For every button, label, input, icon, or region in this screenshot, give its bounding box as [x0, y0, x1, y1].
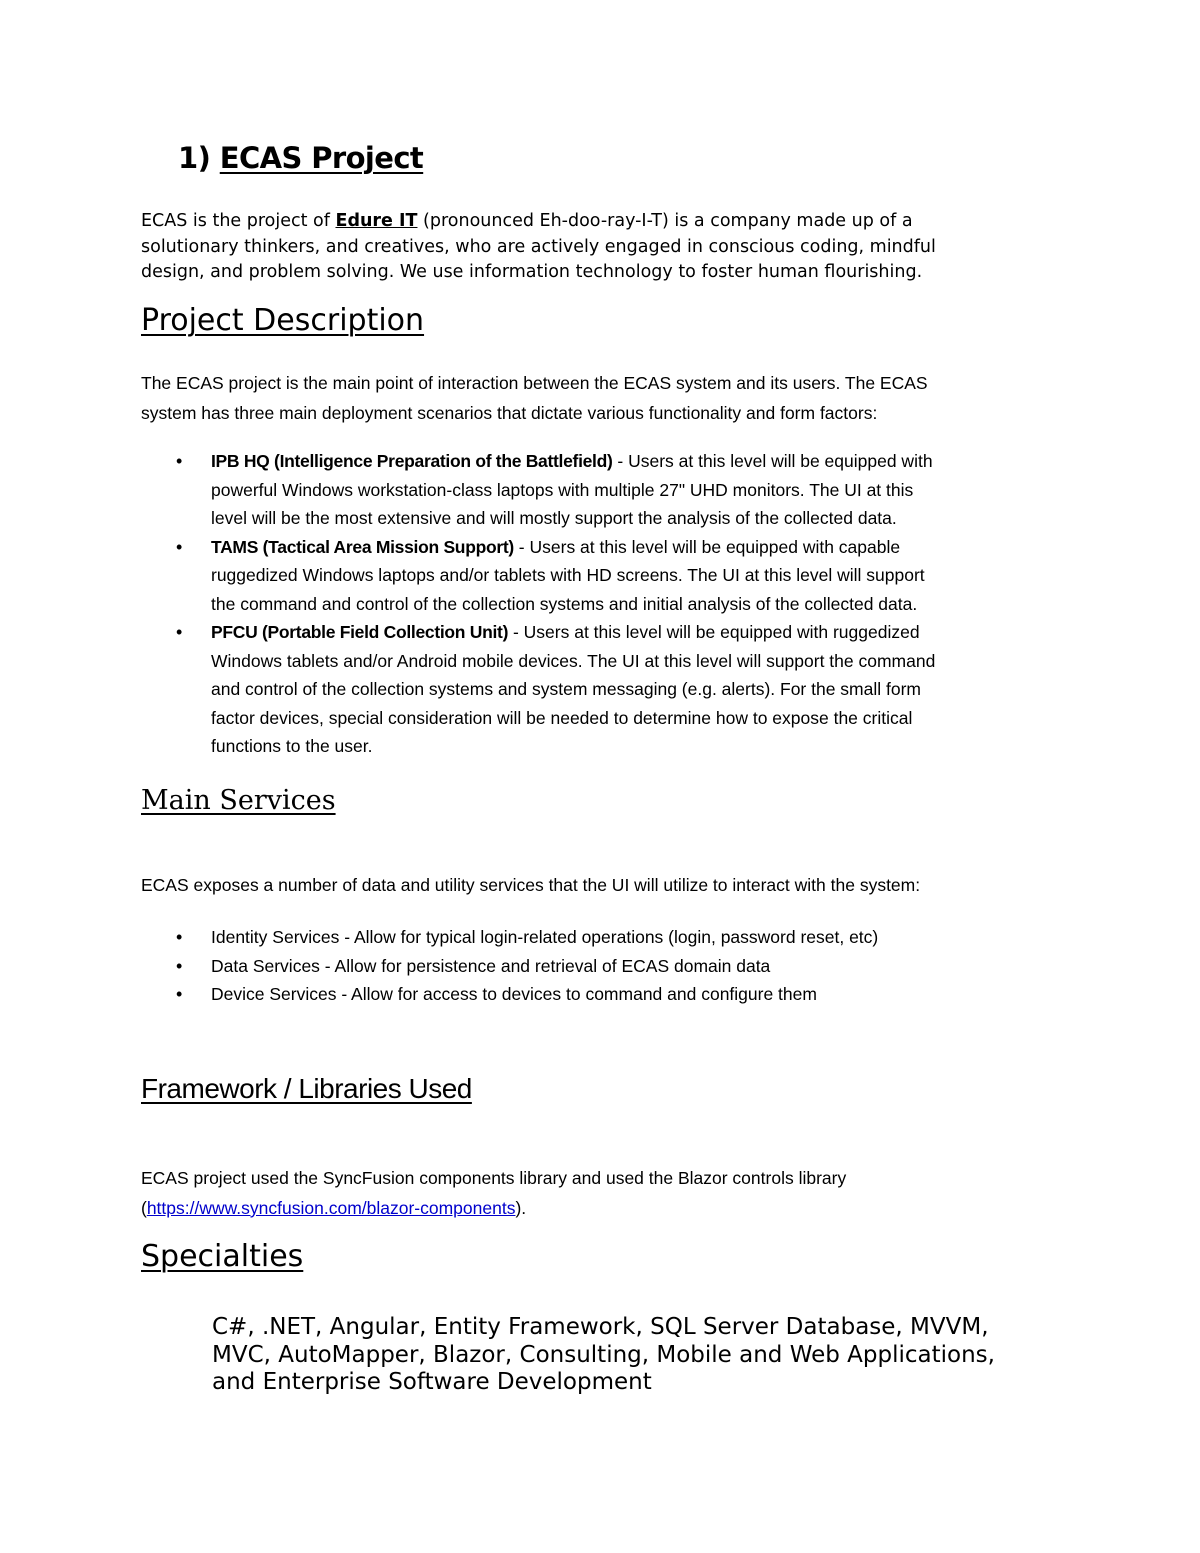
scenario-line [211, 533, 935, 562]
project-description-heading: Project Description [141, 303, 425, 338]
bullet-icon: • [176, 536, 183, 557]
list-item [141, 533, 935, 619]
specialties-line-2: MVC, AutoMapper, Blazor, Consulting, Mobile and Web Applications, [212, 1341, 995, 1368]
project-description-paragraph [141, 368, 928, 428]
main-services-intro: ECAS exposes a number of data and utility services that the UI will utilize to interact with the system: [141, 875, 921, 895]
list-item [141, 952, 878, 981]
intro-line-1 [141, 209, 1041, 235]
title-number: 1) [178, 141, 211, 175]
scenario-line: ruggedized Windows laptops and/or tablets with HD screens. The UI at this level will support [211, 565, 925, 585]
scenario-line: powerful Windows workstation-class laptops with multiple 27" UHD monitors. The UI at this [211, 479, 914, 500]
bullet-icon: • [176, 955, 183, 976]
project-description-line-1: The ECAS project is the main point of interaction between the ECAS system and its users. The ECAS [141, 373, 928, 393]
scenario-line: functions to the user. [211, 736, 373, 756]
frameworks-line-1: ECAS project used the SyncFusion components library and used the Blazor controls library [141, 1168, 847, 1188]
specialties-text [212, 1314, 995, 1397]
service-item: Data Services - Allow for persistence and retrieval of ECAS domain data [211, 955, 771, 976]
list-item [141, 447, 935, 533]
scenario-line: Windows tablets and/or Android mobile devices. The UI at this level will support the command [211, 650, 936, 671]
scenario-line: level will be the most extensive and will mostly support the analysis of the collected data. [211, 508, 897, 528]
frameworks-line-2 [141, 1193, 846, 1223]
list-item [141, 618, 935, 761]
intro-line-3: design, and problem solving. We use information technology to foster human flourishing. [141, 262, 923, 282]
bullet-icon: • [176, 622, 183, 642]
scenario-line [211, 618, 935, 647]
scenario-line: the command and control of the collection systems and initial analysis of the collected data. [211, 593, 918, 614]
intro-paragraph [141, 209, 1041, 286]
page-title [178, 141, 423, 175]
intro-line1-prefix: ECAS is the project of [141, 211, 336, 231]
company-name: Edure IT [335, 211, 418, 231]
scenario-text: - Users at this level will be equipped with capable [513, 536, 901, 557]
services-list [141, 923, 878, 1009]
specialties-heading: Specialties [141, 1239, 304, 1274]
specialties-line-1: C#, .NET, Angular, Entity Framework, SQL Server Database, MVVM, [212, 1314, 989, 1340]
scenario-line: and control of the collection systems and system messaging (e.g. alerts). For the small form [211, 679, 922, 699]
scenario-line: factor devices, special consideration will be needed to determine how to expose the critical [211, 707, 913, 728]
scenario-text: - Users at this level will be equipped with [612, 451, 933, 471]
frameworks-heading: Framework / Libraries Used [141, 1073, 472, 1104]
list-item [141, 980, 878, 1009]
specialties-line-3: and Enterprise Software Development [212, 1369, 652, 1395]
bullet-icon: • [176, 984, 183, 1004]
scenario-list [141, 447, 935, 761]
scenario-term: PFCU (Portable Field Collection Unit) [211, 622, 509, 642]
scenario-text: - Users at this level will be equipped with ruggedized [508, 622, 920, 642]
scenario-term: TAMS (Tactical Area Mission Support) [211, 536, 514, 557]
service-item: Device Services - Allow for access to devices to command and configure them [211, 984, 817, 1004]
list-item [141, 923, 878, 952]
project-description-line-2: system has three main deployment scenarios that dictate various functionality and form factors: [141, 403, 878, 423]
title-text: ECAS Project [219, 141, 424, 175]
link-close-paren: ). [515, 1198, 527, 1218]
intro-line1-suffix: (pronounced Eh-doo-ray-I-T) is a company made up of a [417, 211, 913, 231]
bullet-icon: • [176, 451, 183, 471]
intro-line-2: solutionary thinkers, and creatives, who are actively engaged in conscious coding, mindful [141, 236, 936, 257]
syncfusion-link[interactable]: https://www.syncfusion.com/blazor-components [146, 1198, 516, 1218]
link-open-paren: ( [141, 1198, 147, 1218]
bullet-icon: • [176, 927, 183, 947]
service-item: Identity Services - Allow for typical login-related operations (login, password reset, etc) [211, 927, 879, 947]
scenario-line [211, 447, 935, 476]
scenario-term: IPB HQ (Intelligence Preparation of the Battlefield) [211, 451, 613, 471]
frameworks-paragraph [141, 1163, 846, 1223]
main-services-heading: Main Services [141, 785, 336, 816]
